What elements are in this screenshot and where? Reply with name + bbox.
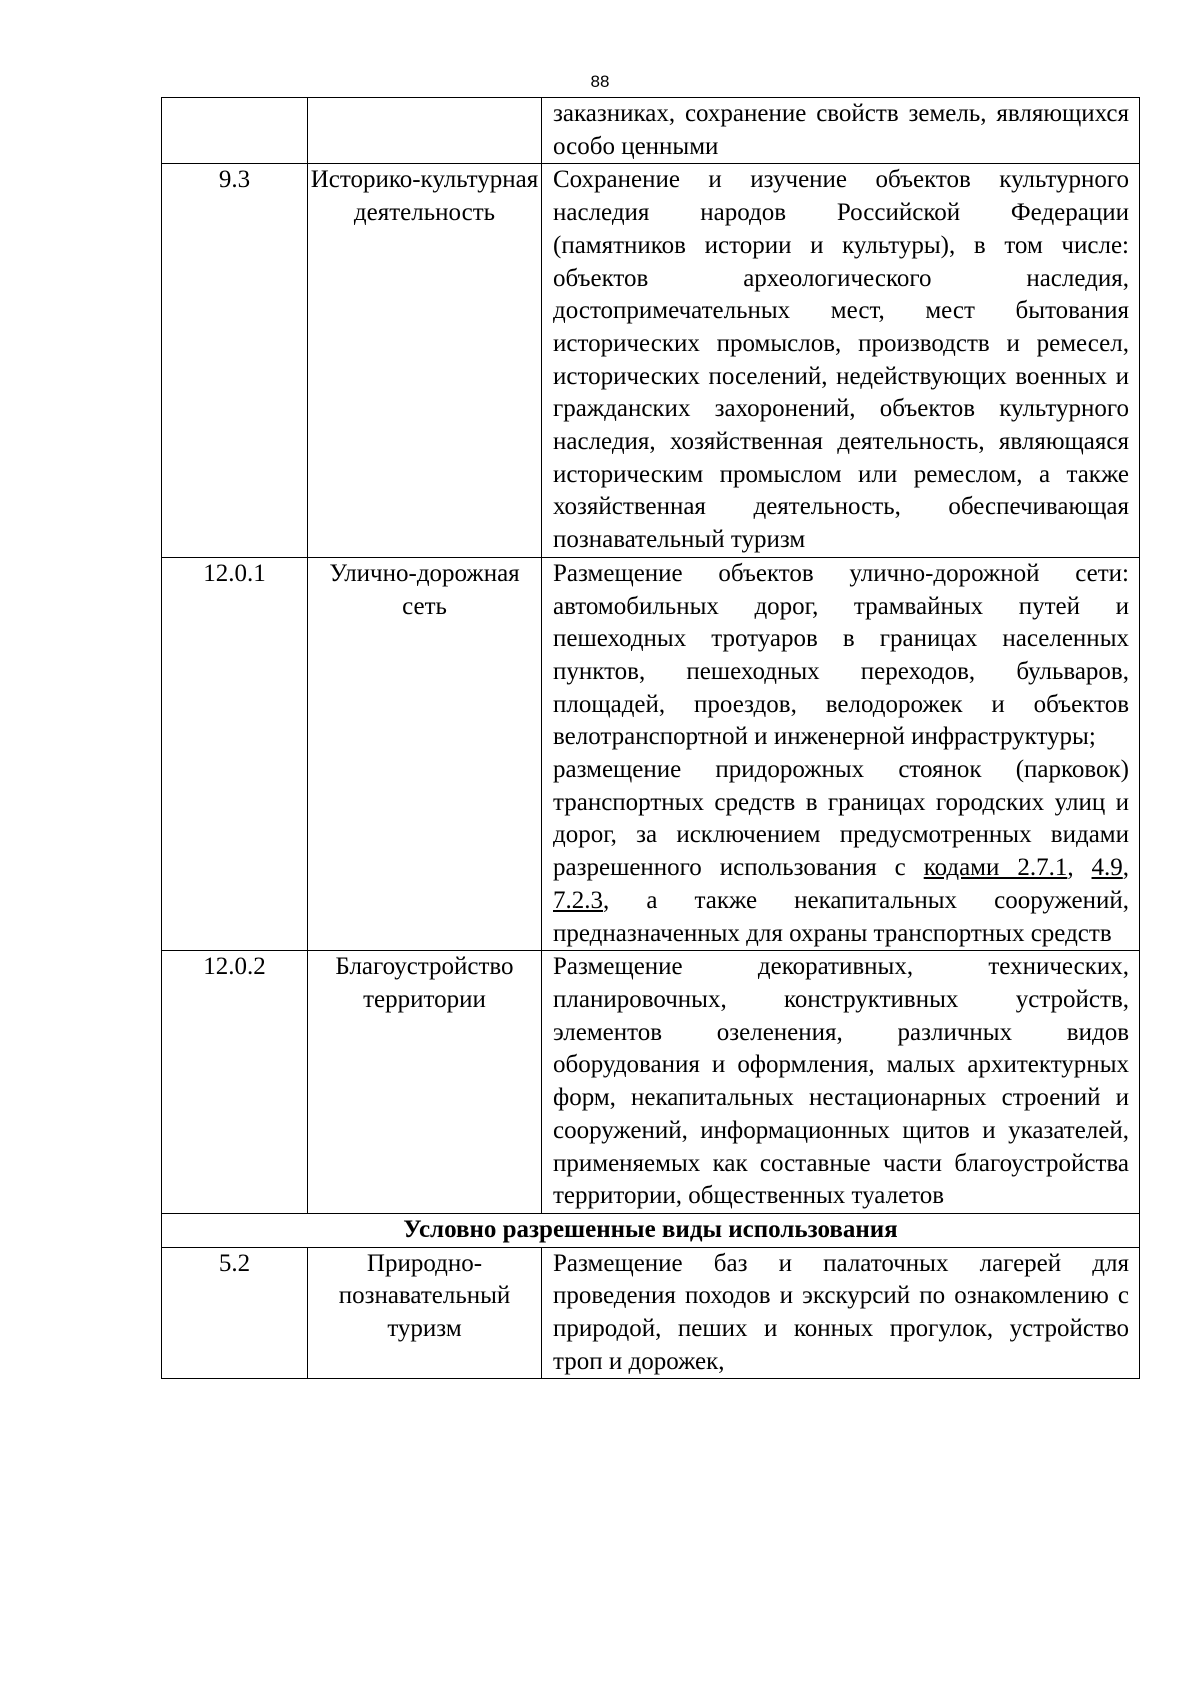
- name-text: Историко-культурная деятельность: [310, 166, 539, 227]
- description-text: размещение придорожных стоянок (парковок) транспортных средств в границах городских улиц и дорог, за исключением предусмотренных видами разрешенного использования с: [553, 756, 1129, 882]
- name-cell: [308, 951, 542, 1214]
- page-number: 88: [590, 72, 610, 91]
- description-paragraph: Размещение объектов улично-дорожной сети: автомобильных дорог, трамвайных путей и пешеходных тротуаров в границах населенных пунктов, пешеходных переходов, бульваров, площадей, проездов, велодорожек и объектов велотранспортной и инженерной инфраструктуры;: [553, 559, 1129, 751]
- code-link-4-9[interactable]: 4.9: [1091, 854, 1123, 882]
- section-header: Условно разрешенные виды использования: [162, 1213, 1140, 1247]
- code-text: 12.0.2: [203, 953, 266, 981]
- table-row: [162, 951, 1140, 1214]
- table-row: [162, 98, 1140, 164]
- code-link-7-2-3[interactable]: 7.2.3: [553, 886, 603, 914]
- code-text: 9.3: [218, 166, 251, 194]
- code-text: 5.2: [218, 1249, 251, 1277]
- name-text: Улично-дорожная сеть: [329, 559, 520, 620]
- name-cell: [308, 1247, 542, 1379]
- code-cell: [162, 951, 308, 1214]
- description-cell: [542, 557, 1140, 950]
- description-text: Размещение декоративных, технических, планировочных, конструктивных устройств, элементов озеленения, различных видов оборудования и оформления, малых архитектурных форм, некапитальных нестационарных строений и сооружений, информационных щитов и указателей, применяемых как составные части благоустройства территории, общественных туалетов: [553, 953, 1129, 1210]
- separator: ,: [1067, 854, 1092, 882]
- description-cell: [542, 1247, 1140, 1379]
- section-header-row: [162, 1213, 1140, 1247]
- description-cell: [542, 98, 1140, 164]
- description-text: заказниках, сохранение свойств земель, являющихся особо ценными: [553, 100, 1129, 160]
- code-text: 12.0.1: [203, 559, 266, 587]
- table-row: [162, 1247, 1140, 1379]
- code-cell: [162, 98, 308, 164]
- code-link-2-7-1[interactable]: кодами 2.7.1: [923, 854, 1068, 882]
- description-paragraph: [553, 754, 1129, 950]
- separator: ,: [1122, 854, 1130, 882]
- description-cell: [542, 951, 1140, 1214]
- code-cell: [162, 164, 308, 557]
- table-row: [162, 164, 1140, 557]
- table-row: [162, 557, 1140, 950]
- name-text: Природно-познавательный туризм: [338, 1249, 511, 1343]
- description-text: , а также некапитальных сооружений, предназначенных для охраны транспортных средств: [553, 886, 1129, 947]
- name-cell: [308, 164, 542, 557]
- name-cell: [308, 557, 542, 950]
- code-cell: [162, 557, 308, 950]
- name-text: Благоустройство территории: [335, 953, 514, 1013]
- description-cell: [542, 164, 1140, 557]
- name-cell: [308, 98, 542, 164]
- description-text: Сохранение и изучение объектов культурного наследия народов Российской Федерации (памятников истории и культуры), в том числе: объектов археологического наследия, достопримечательных мест, мест бытования исторических промыслов, производств и ремесел, исторических поселений, недействующих военных и гражданских захоронений, объектов культурного наследия, хозяйственная деятельность, являющаяся историческим промыслом или ремеслом, а также хозяйственная деятельность, обеспечивающая познавательный туризм: [553, 166, 1129, 554]
- land-use-table: [161, 97, 1140, 1379]
- code-cell: [162, 1247, 308, 1379]
- description-text: Размещение баз и палаточных лагерей для проведения походов и экскурсий по ознакомлению с природой, пеших и конных прогулок, устройство троп и дорожек,: [553, 1249, 1129, 1375]
